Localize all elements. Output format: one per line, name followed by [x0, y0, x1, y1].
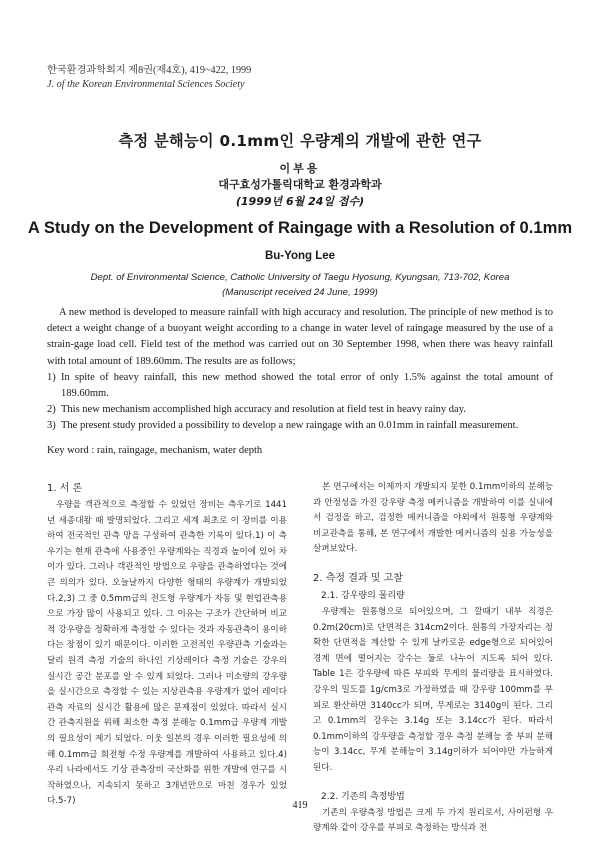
result-number: 1) [47, 371, 56, 383]
english-title: A Study on the Development of Raingage with a Resolution of 0.1mm [27, 218, 573, 237]
english-affiliation-block [0, 270, 600, 300]
introduction-paragraph-continued: 본 연구에서는 이제까지 개발되지 못한 0.1mm이하의 분해능과 안정성을 가진 강우량 측정 메커니즘을 개발하여 이를 실내에서 검정을 하고, 검정한 메커니즘을 야외에서 원통형 우량계와 비교관측을 통해, 본 연구에서 개발한 메커니즘의 실용 가능성을 살펴보았다. [313, 482, 553, 555]
result-number: 2) [47, 404, 56, 416]
journal-header [47, 64, 447, 92]
subsection-heading-physical-quantity: 2.1. 강우량의 물리량 [321, 590, 405, 601]
spacer [313, 558, 553, 570]
left-column [47, 480, 287, 810]
journal-name-en: J. of the Korean Environmental Sciences Society [47, 79, 245, 90]
existing-methods-paragraph: 기존의 우량측정 방법은 크게 두 가지 원리로서, 사이펀형 우량계와 같이 강우를 부피로 측정하는 방식과 전 [313, 807, 553, 834]
spacer [313, 777, 553, 789]
journal-citation-ko: 한국환경과학회지 제8권(제4호), 419~422, 1999 [47, 65, 252, 76]
korean-author: 이부용 [279, 162, 321, 175]
english-received-date: (Manuscript received 24 June, 1999) [222, 287, 378, 298]
introduction-paragraph: 우량을 객관적으로 측정할 수 있었던 장비는 측우기로 1441년 세종대왕 때 발명되었다. 그리고 세계 최초로 이 장비를 이용하여 전국적인 관측 망을 구성하여 관측한 기록이 있다.1) 이 측우기는 현재 관측에 사용중인 우량계와는 직경과 높이에 있어 차이가 있다. 그러나 객관적인 방법으로 우량을 관측하였다는 것에 큰 의의가 있다. 오늘날까지 다양한 형태의 우량계가 개발되었다.2,3) 그 중 0.5mm급의 전도형 우량계가 자동 및 현업관측용으로 가장 많이 사용되고 있다. 그 이유는 구조가 간단하며 비교적 강우량을 정확하게 측정할 수 있다는 것과 자동관측이 용이하다는 장점이 있기 때문이다. 이러한 고전적인 우량관측 기술과는 달리 원격 측정 기술의 하나인 기상레이다 측정 기술은 강우의 실시간 공간 분포를 알 수 있게 되었다. 그러나 미소량의 강우량을 실시간으로 측정할 수 있는 지상관측용 우량계가 없어 레이다 관측 자료의 실시간 활용에 많은 문제점이 있었다. 따라서 실시간 관측지원을 위해 최소한 측정 분해능 0.1mm급 우량계 개발의 필요성이 제기 되었다. 이웃 일본의 경우 이러한 필요성에 의해 0.1mm급 회전형 수정 우량계를 개발하여 사용하고 있다.4) 우리 나라에서도 기상 관측장비 국산화를 위한 개발에 연구를 시작하였으나, 지속되지 못하고 3개년만으로 마친 경우가 있었다.5-7) [47, 500, 287, 807]
abstract-paragraph: A new method is developed to measure rainfall with high accuracy and resolution. The principle of new method is to detect a weight change of a buoyant weight according to a change in water level of raingage measured by the use of a strain-gage load cell. Field test of the method was carried out on 30 September 1998, when there was heavy rainfall with total amount of 189.60mm. The results are as follows; [47, 307, 553, 367]
abstract-result-item [47, 402, 553, 418]
result-text: This new mechanism accomplished high accuracy and resolution at field test in heavy rainy day. [61, 404, 466, 416]
keywords: Key word : rain, raingage, mechanism, water depth [47, 445, 263, 456]
physical-quantity-paragraph: 우량계는 원통형으로 되어있으며, 그 깔때기 내부 직경은 0.2m(20cm)로 단면적은 314cm2이다. 원통의 가장자리는 정확한 단면적을 계산할 수 있게 날카로운 edge형으로 되어있어 경계 면에 떨어지는 강수는 둘로 나누어 지도록 되어 있다. Table 1은 강우량에 따른 부피와 무게의 물리량을 표시하였다. 강우의 밀도를 1g/cm3로 가정하였을 때 강우량 100mm를 부피로 환산하면 3140cc가 되며, 무게로는 3140g이 된다. 그리고 0.1mm의 강우는 3.14g 또는 3.14cc가 된다. 따라서 0.1mm이하의 강우량을 측정할 경우 측정 분해능 중 부피 분해능이 3.14cc, 무게 분해능이 3.14g이하가 되어야만 가능하게 된다. [313, 606, 553, 773]
english-author: Bu-Yong Lee [264, 250, 336, 262]
korean-affiliation: 대구효성가톨릭대학교 환경과학과 [218, 178, 382, 191]
result-text: In spite of heavy rainfall, this new method showed the total error of only 1.5% against the total amount of 189.60mm. [61, 371, 553, 400]
subsection-heading-existing-methods: 2.2. 기존의 측정방법 [321, 791, 405, 802]
right-column [313, 480, 553, 837]
abstract [47, 305, 553, 435]
abstract-results-list [47, 370, 553, 435]
abstract-result-item [47, 370, 553, 402]
section-heading-introduction: 1. 서 론 [47, 483, 83, 494]
english-affiliation: Dept. of Environmental Science, Catholic University of Taegu Hyosung, Kyungsan, 713-702, Korea [90, 272, 510, 283]
korean-title: 측정 분해능이 0.1mm인 우량계의 개발에 관한 연구 [118, 132, 482, 150]
result-text: The present study provided a possibility to develop a new raingage with an 0.01mm in rainfall measurement. [61, 420, 519, 432]
page-number: 419 [292, 800, 308, 811]
korean-received-date: (1999년 6월 24일 접수) [235, 195, 365, 208]
result-number: 3) [47, 420, 56, 432]
section-heading-results: 2. 측정 결과 및 고찰 [313, 572, 403, 584]
abstract-result-item [47, 418, 553, 434]
